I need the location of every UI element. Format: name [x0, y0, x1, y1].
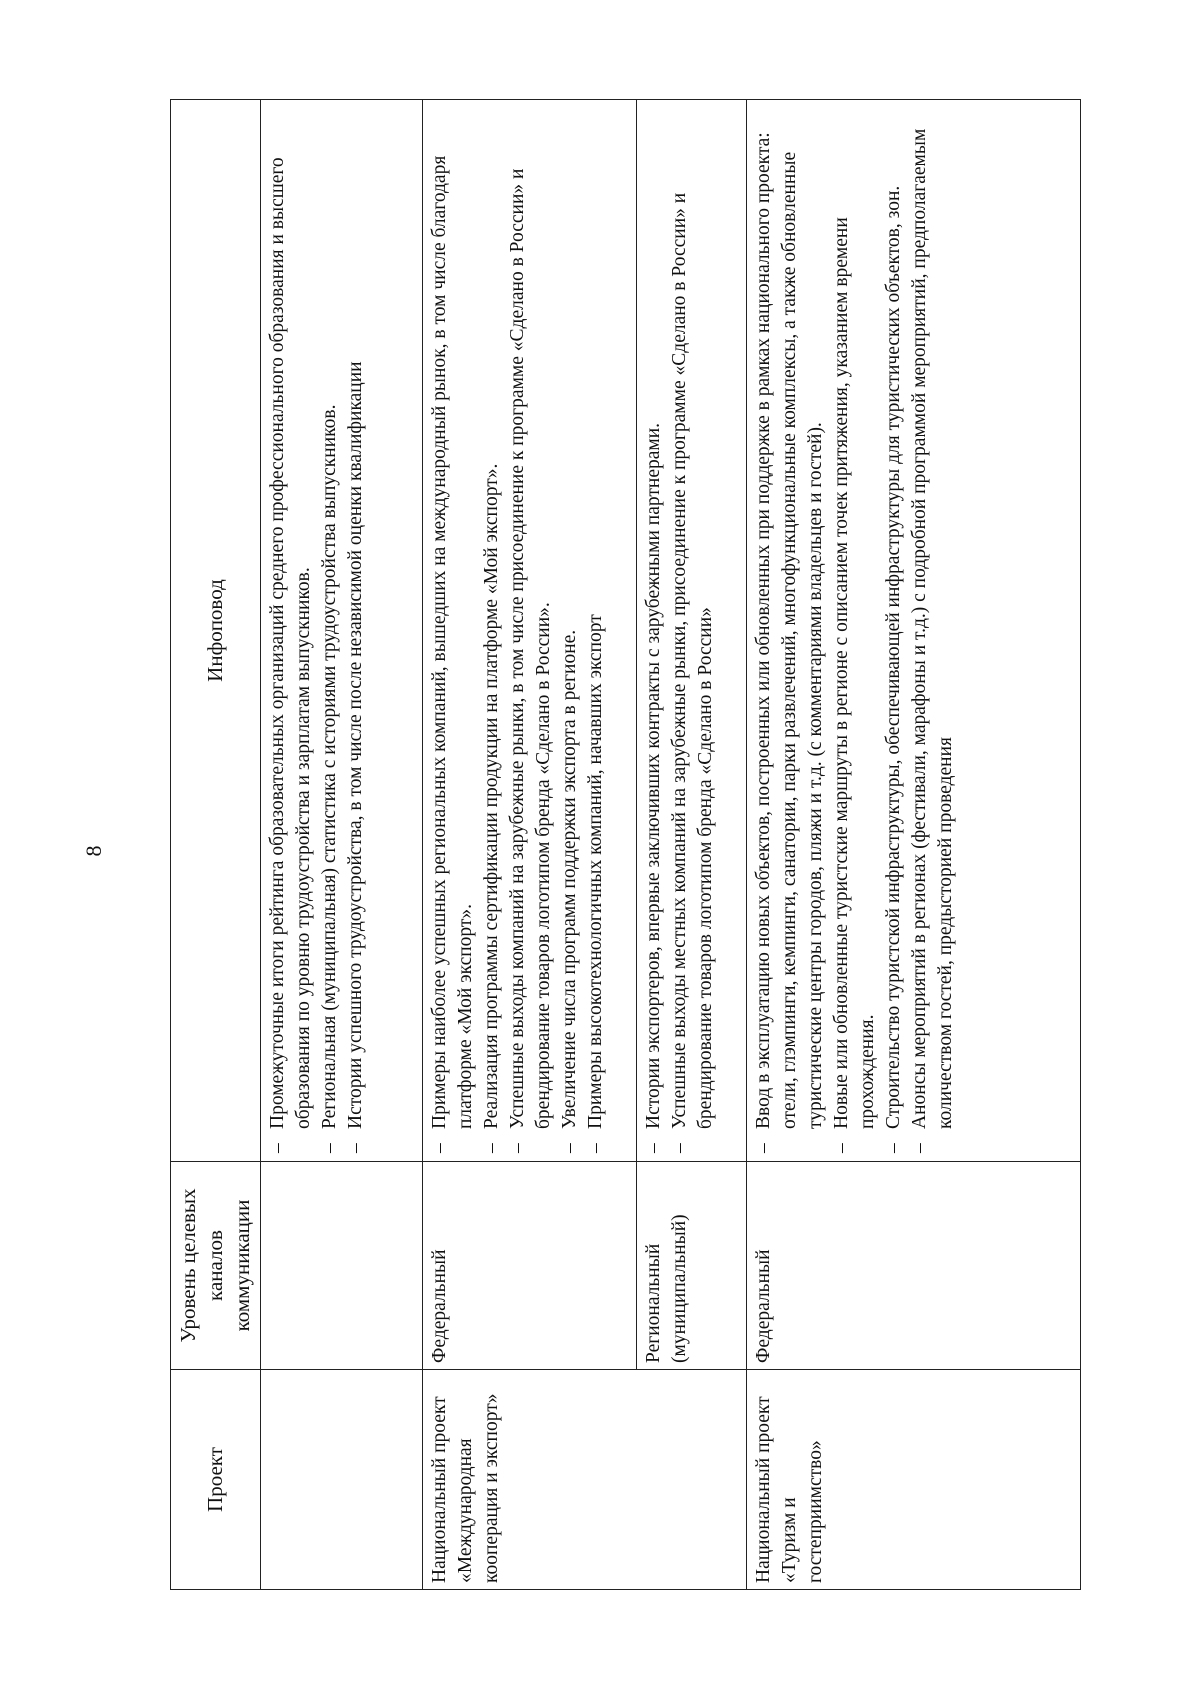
news-cell [637, 100, 747, 1162]
header-news: Инфоповод [171, 100, 261, 1162]
news-list [427, 106, 609, 1155]
news-list [265, 106, 369, 1155]
news-item: – Успешные выходы компаний на зарубежные рынки, в том числе присоединение к программе «Сделано в России» и брендирование товаров логотипом бренда «Сделано в России». [505, 106, 557, 1155]
page-number: 8 [81, 845, 106, 857]
project-cell [261, 1370, 423, 1590]
news-item: – Примеры высокотехнологичных компаний, начавших экспорт [583, 106, 609, 1155]
news-item: – Промежуточные итоги рейтинга образовательных организаций среднего профессионального образования и высшего образования по уровню трудоустройства и зарплатам выпускников. [265, 106, 317, 1155]
news-list [641, 106, 719, 1155]
table-row [747, 100, 1081, 1590]
news-cell [747, 100, 1081, 1162]
news-item: – Региональная (муниципальная) статистика с историями трудоустройства выпускников. [317, 106, 343, 1155]
news-item: – Увеличение числа программ поддержки экспорта в регионе. [557, 106, 583, 1155]
news-item: – Ввод в эксплуатацию новых объектов, построенных или обновленных при поддержке в рамках национального проекта: отели, глэмпинги, кемпинги, санатории, парки развлечений, многофункциональные комплексы, а также обновленные туристические центры городов, пляжи и т.д. (с комментариями владельцев и гостей). [751, 106, 829, 1155]
news-item: – Примеры наиболее успешных региональных компаний, вышедших на международный рынок, в том числе благодаря платформе «Мой экспорт». [427, 106, 479, 1155]
news-item: – Реализация программы сертификации продукции на платформе «Мой экспорт». [479, 106, 505, 1155]
news-cell [423, 100, 637, 1162]
level-cell: Федеральный [747, 1162, 1081, 1370]
project-cell: Национальный проект «Международная кооперация и экспорт» [423, 1370, 747, 1590]
table-row [637, 100, 747, 1590]
news-item: – Новые или обновленные туристские маршруты в регионе с описанием точек притяжения, указанием времени прохождения. [829, 106, 881, 1155]
news-cell [261, 100, 423, 1162]
news-item: – Успешные выходы местных компаний на зарубежные рынки, присоединение к программе «Сделано в России» и брендирование товаров логотипом бренда «Сделано в России» [667, 106, 719, 1155]
project-cell: Национальный проект «Туризм и гостеприимство» [747, 1370, 1081, 1590]
level-cell [261, 1162, 423, 1370]
table-row [261, 100, 423, 1590]
news-item: – Анонсы мероприятий в регионах (фестивали, марафоны и т.д.) с подробной программой мероприятий, предполагаемым количеством гостей, предысторией проведения [907, 106, 959, 1155]
table-row [423, 100, 637, 1590]
level-cell: Региональный (муниципальный) [637, 1162, 747, 1370]
table-header-row [171, 100, 261, 1590]
news-item: – Строительство туристской инфраструктуры, обеспечивающей инфраструктуры для туристических объектов, зон. [881, 106, 907, 1155]
news-list [751, 106, 959, 1155]
news-item: – Истории успешного трудоустройства, в том числе после независимой оценки квалификации [343, 106, 369, 1155]
header-level: Уровень целевых каналов коммуникации [171, 1162, 261, 1370]
rotated-table-container [170, 100, 1065, 1590]
level-cell: Федеральный [423, 1162, 637, 1370]
header-project: Проект [171, 1370, 261, 1590]
news-item: – Истории экспортеров, впервые заключивших контракты с зарубежными партнерами. [641, 106, 667, 1155]
communication-table [170, 99, 1081, 1590]
